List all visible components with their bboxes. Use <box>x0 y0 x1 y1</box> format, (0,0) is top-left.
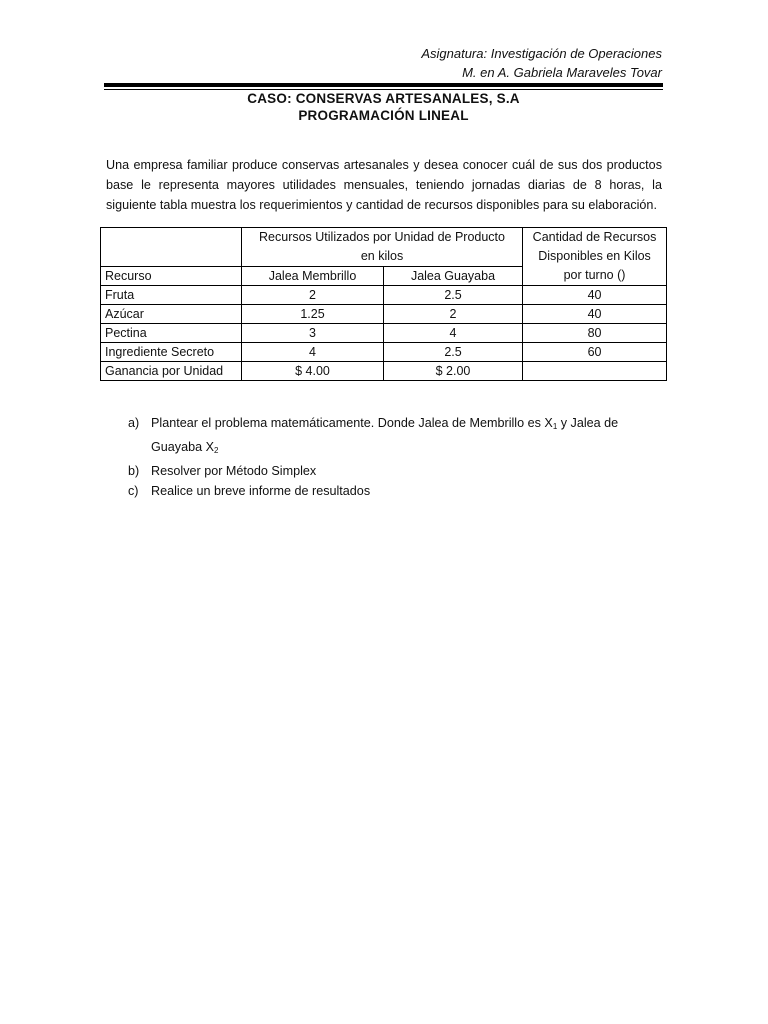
document-header <box>421 44 662 82</box>
row-p1: 1.25 <box>242 305 384 324</box>
row-available: 40 <box>523 286 667 305</box>
item-letter: c) <box>128 484 139 498</box>
row-available: 60 <box>523 343 667 362</box>
list-item <box>128 481 648 501</box>
row-available <box>523 362 667 381</box>
group-header-cell: Recursos Utilizados por Unidad de Producto en kilos <box>242 228 523 267</box>
intro-text: Una empresa familiar produce conservas artesanales y desea conocer cuál de sus dos productos base le representa mayores utilidades mensuales, teniendo jornadas diarias de 8 horas, la siguiente tabla muestra los requerimientos y cantidad de recursos disponibles para su elaboración. <box>106 158 662 212</box>
row-p2: 4 <box>384 324 523 343</box>
item-letter: a) <box>128 416 140 430</box>
row-available: 80 <box>523 324 667 343</box>
row-resource: Fruta <box>101 286 242 305</box>
case-title-line1: CASO: CONSERVAS ARTESANALES, S.A <box>247 91 520 106</box>
table-row <box>101 305 667 324</box>
row-available: 40 <box>523 305 667 324</box>
col-p1-header: Jalea Membrillo <box>242 267 384 286</box>
col-p2-header: Jalea Guayaba <box>384 267 523 286</box>
subscript-1: 1 <box>552 422 558 431</box>
row-p2: 2.5 <box>384 343 523 362</box>
case-title-line2: PROGRAMACIÓN LINEAL <box>298 108 469 123</box>
table-row <box>101 324 667 343</box>
table-row <box>101 343 667 362</box>
intro-paragraph <box>106 155 662 215</box>
row-resource: Azúcar <box>101 305 242 324</box>
question-list <box>128 413 648 501</box>
list-item <box>128 461 648 481</box>
empty-header-cell <box>101 228 242 267</box>
teacher-line: M. en A. Gabriela Maraveles Tovar <box>462 65 662 80</box>
row-p2: 2 <box>384 305 523 324</box>
row-resource: Pectina <box>101 324 242 343</box>
row-p2: 2.5 <box>384 286 523 305</box>
row-p1: 3 <box>242 324 384 343</box>
row-p2: $ 2.00 <box>384 362 523 381</box>
item-text: Realice un breve informe de resultados <box>151 484 371 498</box>
table-header-row <box>101 228 667 267</box>
row-p1: 4 <box>242 343 384 362</box>
item-text <box>151 413 648 461</box>
table-row <box>101 362 667 381</box>
header-rule-thick <box>104 83 663 87</box>
row-resource: Ingrediente Secreto <box>101 343 242 362</box>
subscript-2: 2 <box>214 446 219 455</box>
resources-table <box>100 227 667 381</box>
row-p1: 2 <box>242 286 384 305</box>
available-header-cell: Cantidad de Recursos Disponibles en Kilos por turno () <box>523 228 667 286</box>
item-letter: b) <box>128 464 140 478</box>
col-resource-header: Recurso <box>101 267 242 286</box>
row-resource: Ganancia por Unidad <box>101 362 242 381</box>
subject-line: Asignatura: Investigación de Operaciones <box>421 46 662 61</box>
item-text: Resolver por Método Simplex <box>151 464 317 478</box>
item-text-part: Plantear el problema matemáticamente. Donde Jalea de Membrillo es X <box>151 416 553 430</box>
row-p1: $ 4.00 <box>242 362 384 381</box>
list-item <box>128 413 648 461</box>
case-title <box>104 90 663 124</box>
item-text-part: y Jalea de Guayaba X <box>151 416 619 454</box>
table-row <box>101 286 667 305</box>
